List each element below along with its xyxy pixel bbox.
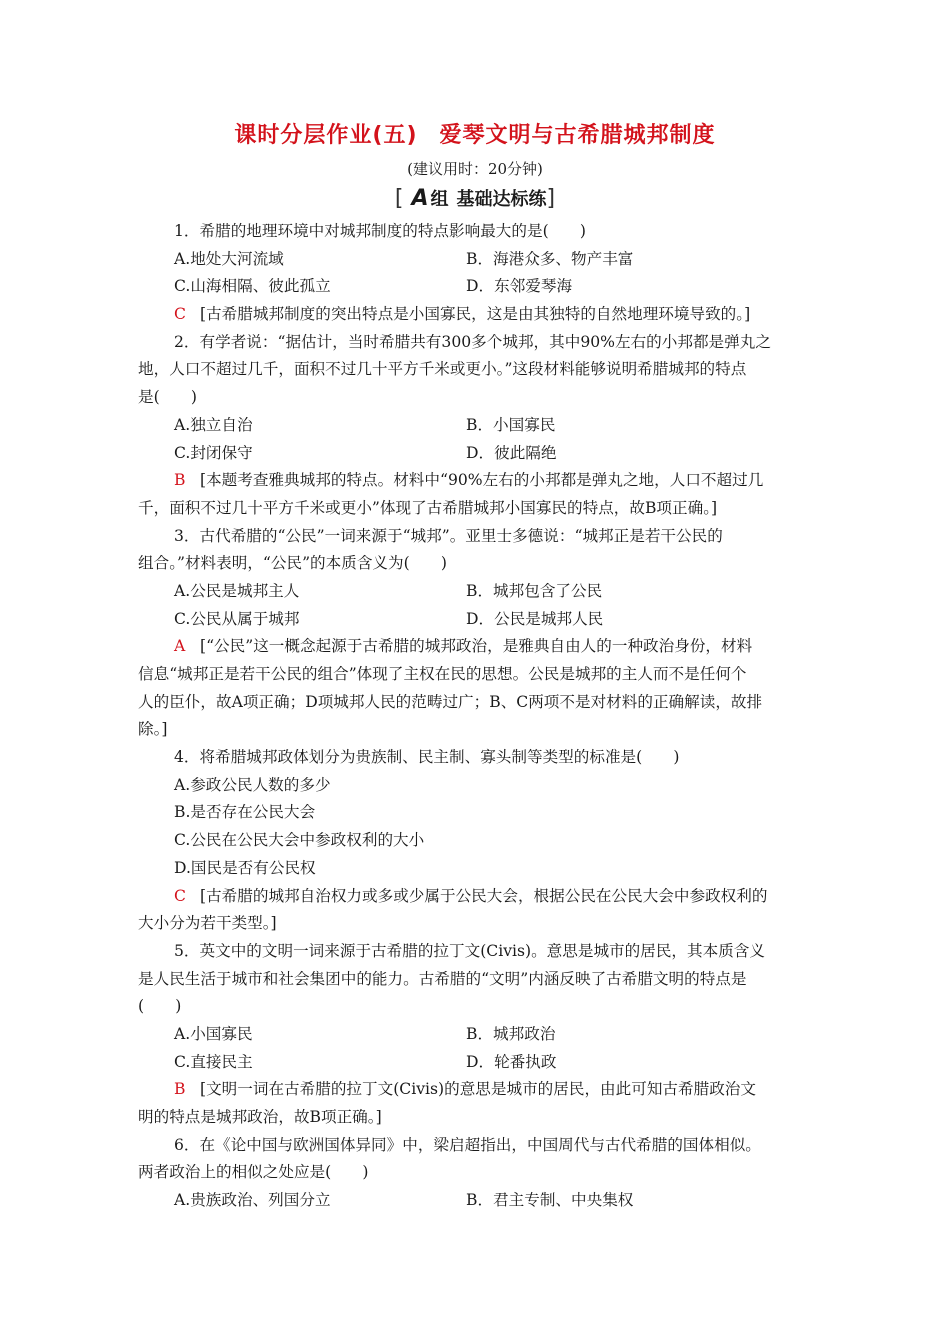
- q5-explanation: [138, 1076, 818, 1104]
- group-label: 组: [430, 189, 449, 210]
- q2-option-d: D．彼此隔绝: [466, 443, 557, 462]
- q3-stem-line: 3．古代希腊的“公民”一词来源于“城邦”。亚里士多德说：“城邦正是若干公民的: [174, 526, 723, 545]
- q3-option-d: D．公民是城邦人民: [466, 609, 604, 628]
- group-name: 基础达标练: [456, 189, 547, 210]
- q2-option-a: A.独立自治: [174, 415, 253, 434]
- q4-explanation: [138, 883, 818, 911]
- q5-explanation-line: 明的特点是城邦政治，故B项正确。]: [138, 1108, 382, 1126]
- page-title-topic: 爱琴文明与古希腊城邦制度: [439, 123, 716, 148]
- q6-stem-line: 两者政治上的相似之处应是( ): [138, 1163, 369, 1182]
- q4-option-d: D.国民是否有公民权: [174, 858, 316, 877]
- q3-option-c: C.公民从属于城邦: [174, 609, 300, 628]
- q5-options-row-1: [138, 1021, 818, 1049]
- q4-option-c: C.公民在公民大会中参政权利的大小: [174, 831, 425, 850]
- q3-options-row-2: [138, 606, 818, 634]
- q3-explanation-line: 人的臣仆，故A项正确；D项城邦人民的范畴过广；B、C两项不是对材料的正确解读，故排: [138, 692, 763, 711]
- right-bracket: ]: [546, 186, 556, 211]
- q1-option-b: B．海港众多、物产丰富: [466, 249, 634, 268]
- q3-explanation-line: 除。]: [138, 720, 168, 739]
- q1-stem: 1．希腊的地理环境中对城邦制度的特点影响最大的是( ): [174, 222, 586, 240]
- q2-stem-line: 是( ): [138, 388, 197, 407]
- q4-explanation-text: [古希腊的城邦自治权力或多或少属于公民大会，根据公民在公民大会中参政权利的: [200, 886, 768, 905]
- q6-stem-line: 6．在《论中国与欧洲国体异同》中，梁启超指出，中国周代与古代希腊的国体相似。: [174, 1135, 761, 1154]
- q1-options-row-2: [138, 273, 818, 301]
- page-title: [0, 121, 950, 151]
- q6-options-row-1: [138, 1187, 818, 1215]
- q5-option-b: B．城邦政治: [466, 1024, 556, 1043]
- q2-stem-line: 2．有学者说：“据估计，当时希腊共有300多个城邦，其中90%左右的小邦都是弹丸之: [174, 332, 771, 351]
- q3-answer: A: [174, 637, 186, 656]
- q4-option-b: B.是否存在公民大会: [174, 803, 316, 822]
- q1-option-a: A.地处大河流域: [174, 249, 284, 268]
- q6-option-b: B．君主专制、中央集权: [466, 1191, 634, 1210]
- q1-option-d: D．东邻爱琴海: [466, 277, 573, 296]
- q3-options-row-1: [138, 578, 818, 606]
- page-title-series: 课时分层作业(五): [234, 123, 418, 148]
- q4-answer: C: [174, 886, 186, 905]
- q2-answer: B: [174, 471, 186, 490]
- question-list: [138, 218, 818, 1215]
- q4-option-a: A.参政公民人数的多少: [174, 775, 331, 794]
- q5-answer: B: [174, 1080, 186, 1099]
- q5-stem-line: 5．英文中的文明一词来源于古希腊的拉丁文(Civis)。意思是城市的居民，其本质含义: [174, 941, 765, 960]
- q5-option-c: C.直接民主: [174, 1052, 253, 1071]
- group-letter: A: [411, 186, 429, 211]
- q5-explanation-text: [文明一词在古希腊的拉丁文(Civis)的意思是城市的居民，由此可知古希腊政治文: [200, 1080, 756, 1099]
- group-header: [0, 186, 950, 213]
- q2-explanation-line: 千，面积不过几十平方千米或更小”体现了古希腊城邦小国寡民的特点，故B项正确。]: [138, 498, 718, 517]
- q2-option-b: B．小国寡民: [466, 415, 556, 434]
- q5-option-d: D．轮番执政: [466, 1052, 557, 1071]
- q2-options-row-1: [138, 412, 818, 440]
- q2-explanation-text: [本题考查雅典城邦的特点。材料中“90%左右的小邦都是弹丸之地，人口不超过几: [200, 471, 764, 490]
- q6-option-a: A.贵族政治、列国分立: [174, 1191, 331, 1210]
- q3-explanation-line: 信息“城邦正是若干公民的组合”体现了主权在民的思想。公民是城邦的主人而不是任何个: [138, 665, 747, 683]
- q1-explanation: [138, 301, 818, 329]
- q5-option-a: A.小国寡民: [174, 1024, 253, 1043]
- q1-options-row-1: [138, 246, 818, 274]
- q4-stem: 4．将希腊城邦政体划分为贵族制、民主制、寡头制等类型的标准是( ): [174, 748, 680, 767]
- q5-stem-line: 是人民生活于城市和社会集团中的能力。古希腊的“文明”内涵反映了古希腊文明的特点是: [138, 969, 747, 988]
- q3-stem-line: 组合。”材料表明，“公民”的本质含义为( ): [138, 554, 447, 573]
- q3-option-b: B．城邦包含了公民: [466, 581, 603, 600]
- q2-options-row-2: [138, 440, 818, 468]
- q3-explanation: [138, 633, 818, 661]
- q3-explanation-text: [“公民”这一概念起源于古希腊的城邦政治，是雅典自由人的一种政治身份，材料: [200, 637, 753, 656]
- q2-explanation: [138, 467, 818, 495]
- q3-option-a: A.公民是城邦主人: [174, 581, 300, 600]
- q2-option-c: C.封闭保守: [174, 443, 253, 462]
- left-bracket: [: [394, 186, 404, 211]
- q1-explanation-text: [古希腊城邦制度的突出特点是小国寡民，这是由其独特的自然地理环境导致的。]: [200, 305, 751, 324]
- q1-answer: C: [174, 305, 186, 324]
- q4-explanation-line: 大小分为若干类型。]: [138, 914, 277, 933]
- q5-stem-line: ( ): [138, 997, 182, 1016]
- suggested-time: (建议用时：20分钟): [407, 160, 543, 178]
- q5-options-row-2: [138, 1049, 818, 1077]
- q2-stem-line: 地，人口不超过几千，面积不过几十平方千米或更小。”这段材料能够说明希腊城邦的特点: [138, 360, 747, 379]
- q1-option-c: C.山海相隔、彼此孤立: [174, 277, 331, 296]
